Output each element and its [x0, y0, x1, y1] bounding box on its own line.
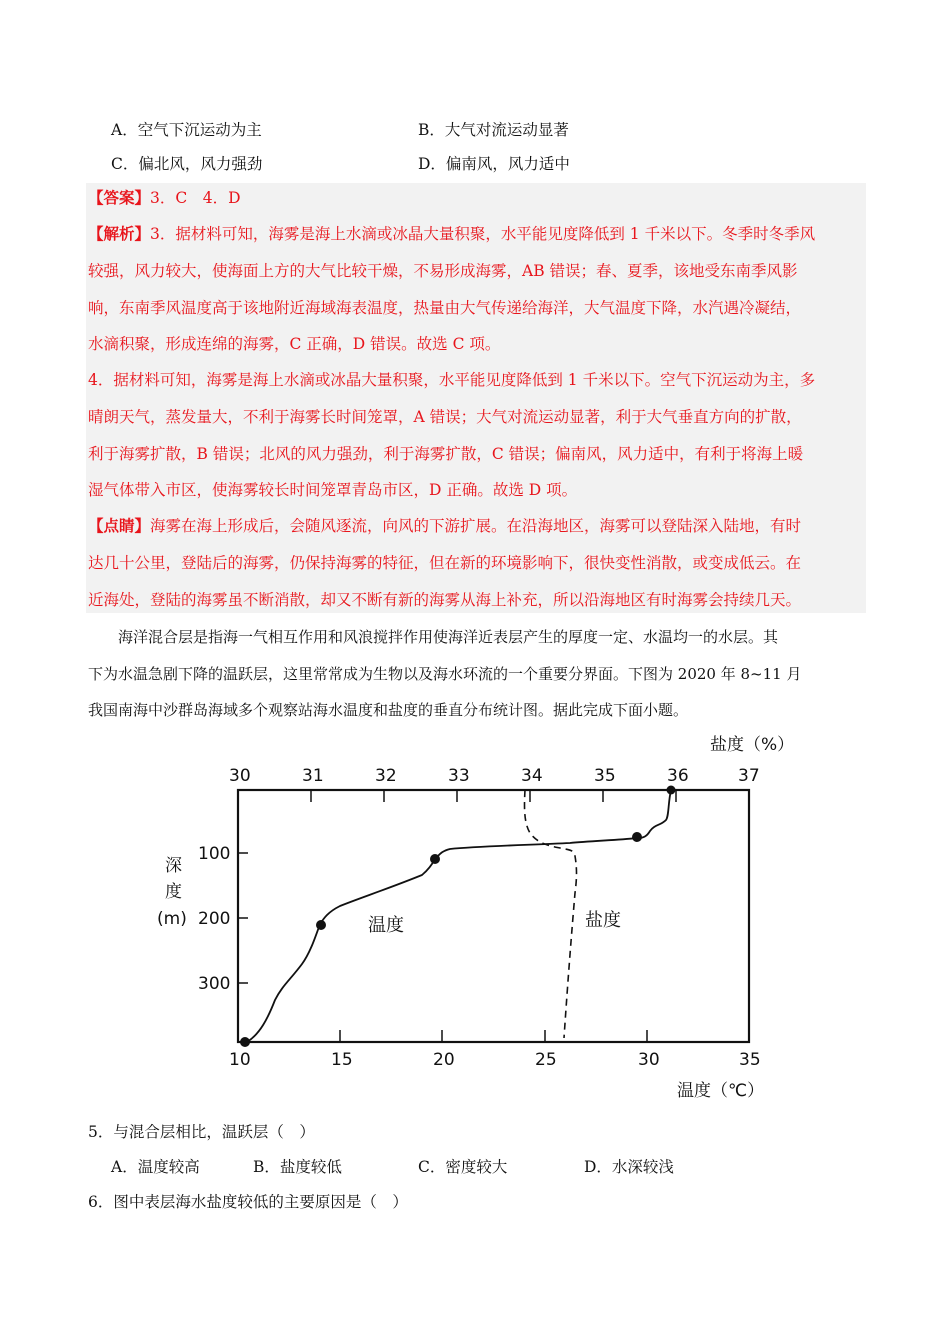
svg-text:35: 35	[594, 766, 616, 786]
temp-marker-thermocline-top	[632, 832, 642, 842]
question-5-option-b: B．盐度较低	[253, 1158, 342, 1176]
svg-text:20: 20	[433, 1050, 455, 1070]
svg-text:34: 34	[521, 766, 543, 786]
svg-text:37: 37	[738, 766, 760, 786]
svg-text:深: 深	[165, 856, 182, 876]
analysis-line-2: 较强，风力较大，使海面上方的大气比较干燥，不易形成海雾，AB 错误；春、夏季，该地受东南季风影	[88, 262, 798, 280]
temperature-label: 温度	[368, 915, 404, 936]
temperature-salinity-chart	[150, 728, 800, 1108]
temp-marker-bottom	[240, 1037, 250, 1047]
svg-text:30: 30	[229, 766, 251, 786]
question-5-stem: 5．与混合层相比，温跃层（ ）	[88, 1123, 315, 1141]
svg-text:200: 200	[198, 909, 231, 929]
svg-text:100: 100	[198, 844, 231, 864]
salinity-label: 盐度	[585, 910, 621, 931]
svg-text:32: 32	[375, 766, 397, 786]
tip-line-3: 近海处，登陆的海雾虽不断消散，却又不断有新的海雾从海上补充，所以沿海地区有时海雾会持续几天。	[88, 591, 802, 609]
question-5-option-c: C．密度较大	[418, 1158, 508, 1176]
option-c: C．偏北风，风力强劲	[111, 155, 263, 173]
analysis-line-4: 水滴积聚，形成连绵的海雾，C 正确，D 错误。故选 C 项。	[88, 335, 501, 353]
analysis-line-8: 湿气体带入市区，使海雾较长时间笼罩青岛市区，D 正确。故选 D 项。	[88, 481, 578, 499]
top-axis-label: 盐度（%）	[710, 735, 795, 755]
salinity-curve	[525, 790, 577, 1038]
svg-text:33: 33	[448, 766, 470, 786]
analysis-line-3: 响，东南季风温度高于该地附近海域海表温度，热量由大气传递给海洋，大气温度下降，水汽遇冷凝结，	[88, 299, 802, 317]
answer-line	[88, 188, 241, 208]
option-a: A．空气下沉运动为主	[111, 121, 262, 139]
plot-frame	[238, 790, 749, 1042]
svg-text:30: 30	[638, 1050, 660, 1070]
svg-text:(m): (m)	[157, 909, 187, 929]
svg-text:度: 度	[165, 882, 182, 902]
svg-text:35: 35	[739, 1050, 761, 1070]
y-axis-label	[157, 856, 187, 929]
bottom-axis-ticks	[229, 1030, 761, 1070]
svg-text:31: 31	[302, 766, 324, 786]
tip-text: 海雾在海上形成后，会随风逐流，向风的下游扩展。在沿海地区，海雾可以登陆深入陆地，有时	[150, 517, 802, 535]
svg-text:36: 36	[667, 766, 689, 786]
temp-marker-200m	[316, 920, 326, 930]
option-d: D．偏南风，风力适中	[418, 155, 570, 173]
analysis-text: 3．据材料可知，海雾是海上水滴或冰晶大量积聚，水平能见度降低到 1 千米以下。冬季时冬季风	[150, 225, 816, 243]
svg-text:25: 25	[535, 1050, 557, 1070]
question-5-option-d: D．水深较浅	[584, 1158, 674, 1176]
tip-line-2: 达几十公里，登陆后的海雾，仍保持海雾的特征，但在新的环境影响下，很快变性消散，或变成低云。在	[88, 554, 802, 572]
tip-tag: 【点睛】	[88, 516, 151, 535]
tip-line-1	[88, 516, 801, 536]
material-line-1: 海洋混合层是指海一气相互作用和风浪搅拌作用使海洋近表层产生的厚度一定、水温均一的水层。其	[118, 628, 779, 646]
material-line-3: 我国南海中沙群岛海域多个观察站海水温度和盐度的垂直分布统计图。据此完成下面小题。	[88, 701, 689, 719]
analysis-line-7: 利于海雾扩散，B 错误；北风的风力强劲，利于海雾扩散，C 错误；偏南风，风力适中，有利于将海上暖	[88, 445, 804, 463]
temp-marker-0m	[667, 786, 676, 795]
option-b: B．大气对流运动显著	[418, 121, 569, 139]
analysis-line-5: 4．据材料可知，海雾是海上水滴或冰晶大量积聚，水平能见度降低到 1 千米以下。空气下沉运动为主，多	[88, 371, 816, 389]
answer-tag: 【答案】	[88, 188, 151, 207]
temp-marker-thermocline-mid	[430, 854, 440, 864]
analysis-line-1	[88, 224, 815, 244]
question-5-option-a: A．温度较高	[111, 1158, 200, 1176]
analysis-tag: 【解析】	[88, 224, 151, 243]
answer-text: 3．C 4．D	[150, 189, 241, 207]
y-axis-ticks	[198, 844, 248, 994]
top-axis-ticks	[229, 766, 760, 802]
answer-analysis-box	[86, 183, 866, 613]
analysis-line-6: 晴朗天气，蒸发量大，不利于海雾长时间笼罩，A 错误；大气对流运动显著，利于大气垂直方向的扩散，	[88, 408, 802, 426]
svg-text:300: 300	[198, 974, 231, 994]
question-6-stem: 6．图中表层海水盐度较低的主要原因是（ ）	[88, 1193, 408, 1211]
material-line-2: 下为水温急剧下降的温跃层，这里常常成为生物以及海水环流的一个重要分界面。下图为 2020 年 8~11 月	[88, 665, 802, 683]
bottom-axis-label: 温度（℃）	[677, 1081, 765, 1101]
svg-text:10: 10	[229, 1050, 251, 1070]
svg-text:15: 15	[331, 1050, 353, 1070]
